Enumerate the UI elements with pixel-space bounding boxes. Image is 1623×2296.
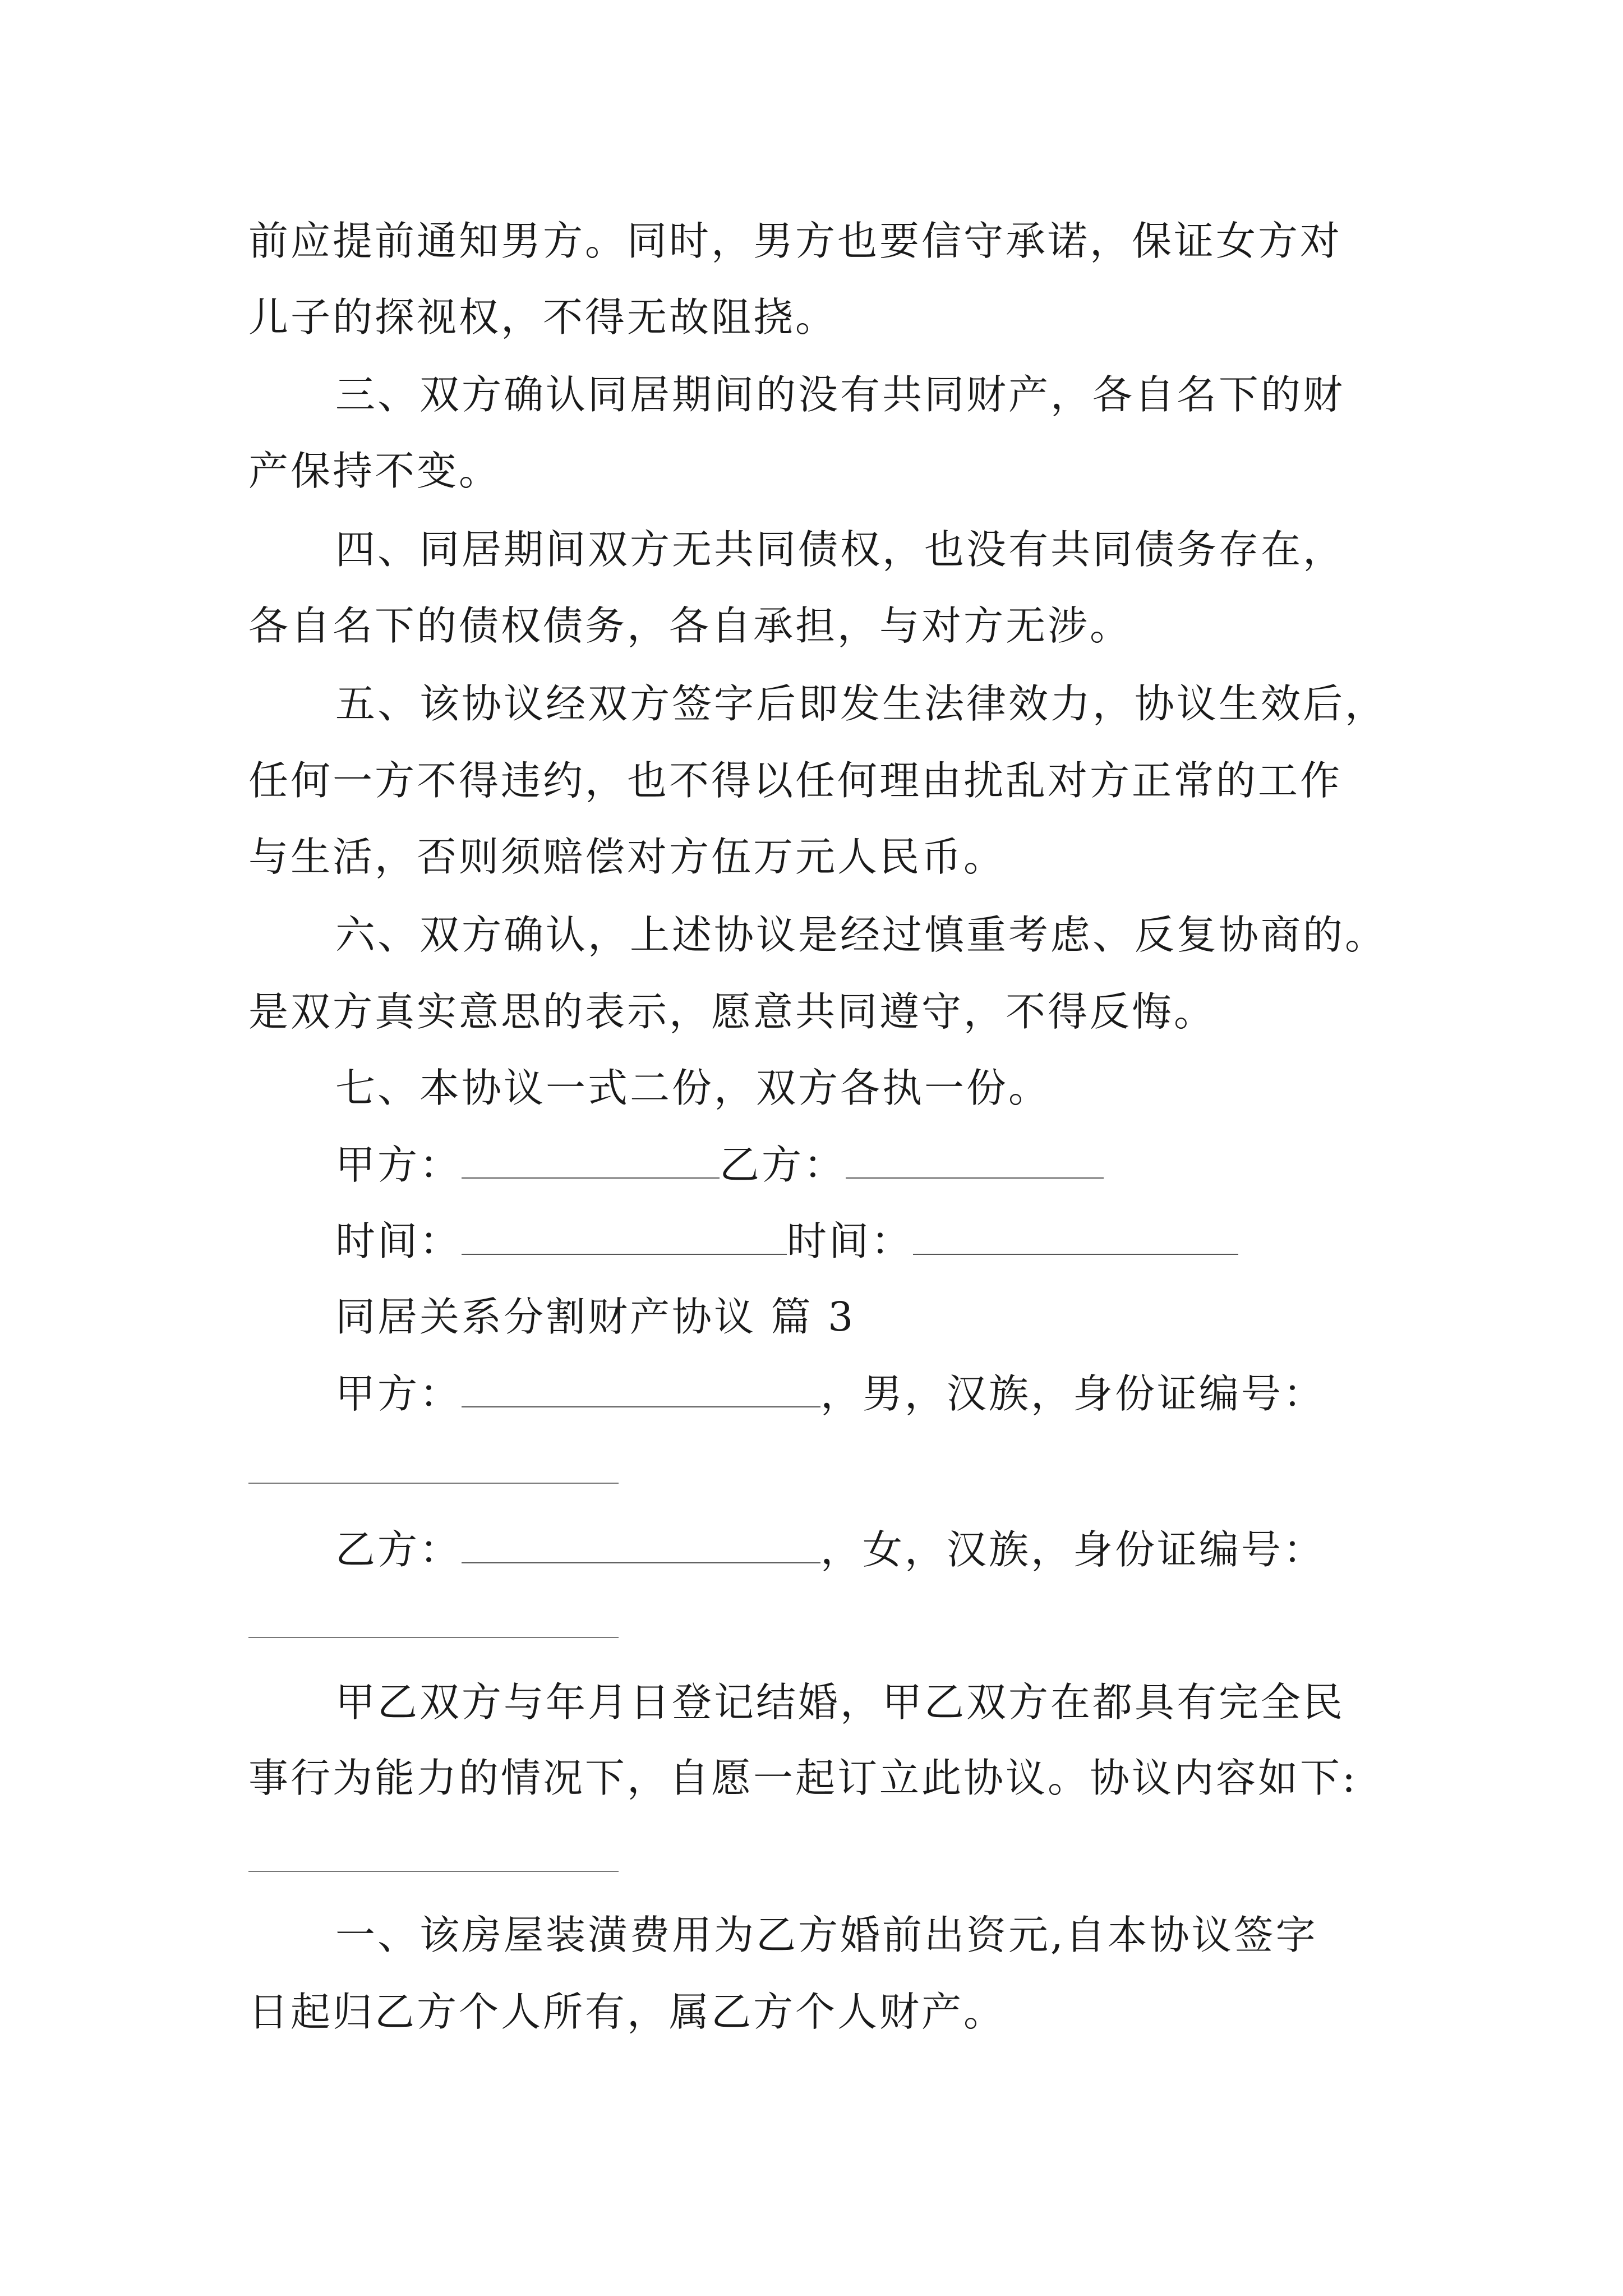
party-a-info-label: 甲方： (335, 1370, 462, 1417)
party-b-info-rest: ，女，汉族，身份证编号： (820, 1526, 1326, 1573)
clause-7-line: 七、本协议一式二份，双方各执一份。 (335, 1065, 1051, 1111)
clause-5-line: 五、该协议经双方签字后即发生法律效力，协议生效后， (335, 680, 1387, 727)
intro-line: 事行为能力的情况下，自愿一起订立此协议。协议内容如下: (248, 1755, 1358, 1801)
party-a-id-blank[interactable] (248, 1483, 619, 1484)
clause-6-line: 是双方真实意思的表示，愿意共同遵守，不得反悔。 (248, 988, 1216, 1035)
time-a-label: 时间： (335, 1218, 462, 1264)
party-a-name-blank[interactable] (462, 1373, 820, 1407)
time-a-blank[interactable] (462, 1220, 787, 1255)
party-a-info-line (335, 1366, 1325, 1422)
intro-line: 甲乙双方与年月日登记结婚，甲乙双方在都具有完全民 (335, 1679, 1345, 1726)
party-a-label: 甲方： (335, 1142, 462, 1188)
clause-3-line: 产保持不变。 (248, 448, 501, 494)
party-b-name-blank[interactable] (462, 1529, 820, 1563)
clause-3-line: 三、双方确认同居期间的没有共同财产，各自名下的财 (335, 371, 1345, 418)
party-b-info-label: 乙方： (335, 1526, 462, 1573)
intro-blank[interactable] (248, 1871, 619, 1872)
signature-row-time (335, 1213, 1238, 1269)
party-b-id-blank[interactable] (248, 1637, 619, 1638)
section-title: 同居关系分割财产协议 篇 3 (335, 1294, 856, 1340)
clause-5-line: 与生活，否则须赔偿对方伍万元人民币。 (248, 834, 1006, 880)
body-line: 前应提前通知男方。同时，男方也要信守承诺，保证女方对 (248, 218, 1343, 264)
clause-1-line: 日起归乙方个人所有，属乙方个人财产。 (248, 1989, 1006, 2035)
time-b-label: 时间： (787, 1218, 914, 1264)
clause-4-line: 四、同居期间双方无共同债权，也没有共同债务存在， (335, 526, 1345, 573)
time-b-blank[interactable] (913, 1220, 1238, 1255)
party-b-info-line (335, 1522, 1325, 1578)
clause-6-line: 六、双方确认，上述协议是经过慎重考虑、反复协商的。 (335, 912, 1387, 958)
signature-row-party (335, 1137, 1104, 1193)
clause-1-line: 一、该房屋装潢费用为乙方婚前出资元,自本协议签字 (335, 1912, 1318, 1958)
party-a-signature-blank[interactable] (462, 1144, 720, 1179)
party-b-signature-blank[interactable] (846, 1144, 1104, 1179)
clause-4-line: 各自名下的债权债务，各自承担，与对方无涉。 (248, 602, 1132, 649)
clause-5-line: 任何一方不得违约，也不得以任何理由扰乱对方正常的工作 (248, 757, 1343, 804)
party-a-info-rest: ，男，汉族，身份证编号： (820, 1370, 1326, 1417)
body-line: 儿子的探视权，不得无故阻挠。 (248, 294, 838, 341)
party-b-label: 乙方： (720, 1142, 846, 1188)
